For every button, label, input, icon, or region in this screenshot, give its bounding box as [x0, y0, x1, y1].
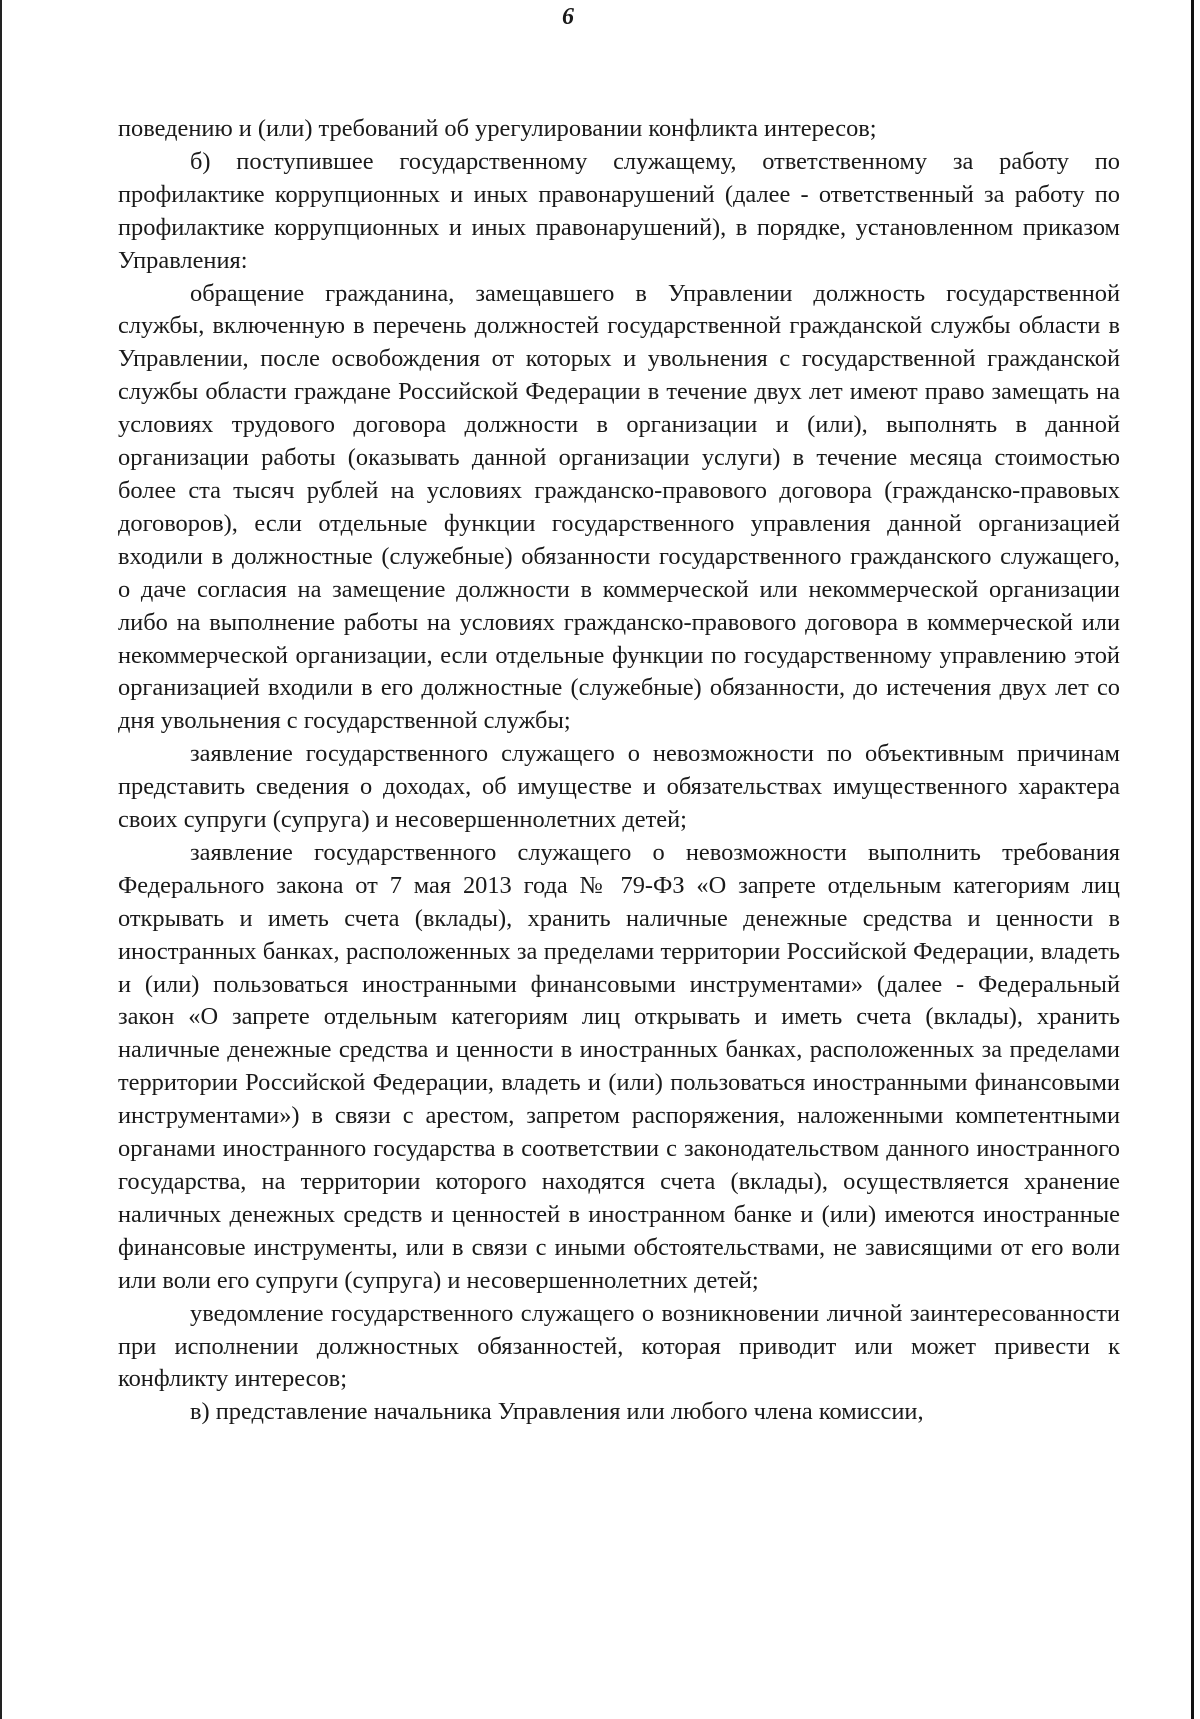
- paragraph-5: заявление государственного служащего о невозможности выполнить требования Федерального закона от 7 мая 2013 года № 79-ФЗ «О запрете отдельным категориям лиц открывать и иметь счета (вклады), хранить наличные денежные средства и ценности в иностранных банках, расположенных за пределами территории Российской Федерации, владеть и (или) пользоваться иностранными финансовыми инструментами» (далее - Федеральный закон «О запрете отдельным категориям лиц открывать и иметь счета (вклады), хранить наличные денежные средства и ценности в иностранных банках, расположенных за пределами территории Российской Федерации, владеть и (или) пользоваться иностранными финансовыми инструментами») в связи с арестом, запретом распоряжения, наложенными компетентными органами иностранного государства в соответствии с законодательством данного иностранного государства, на территории которого находятся счета (вклады), осуществляется хранение наличных денежных средств и ценностей в иностранном банке и (или) имеются иностранные финансовые инструменты, или в связи с иными обстоятельствами, не зависящими от его воли или воли его супруги (супруга) и несовершеннолетних детей;: [118, 838, 1120, 1294]
- paragraph-3: обращение гражданина, замещавшего в Управлении должность государственной службы, включенную в перечень должностей государственной гражданской службы области в Управлении, после освобождения от которых и увольнения с государственной гражданской службы области граждане Российской Федерации в течение двух лет имеют право замещать на условиях трудового договора должности в организации и (или), выполнять в данной организации работы (оказывать данной организации услуги) в течение месяца стоимостью более ста тысяч рублей на условиях гражданско-правового договора (гражданско-правовых договоров), если отдельные функции государственного управления данной организацией входили в должностные (служебные) обязанности государственного гражданского служащего, о даче согласия на замещение должности в коммерческой или некоммерческой организации либо на выполнение работы на условиях гражданско-правового договора в коммерческой или некоммерческой организации, если отдельные функции по государственному управлению этой организацией входили в его должностные (служебные) обязанности, до истечения двух лет со дня увольнения с государственной службы;: [118, 279, 1120, 735]
- paragraph-4: заявление государственного служащего о невозможности по объективным причинам представить сведения о доходах, об имуществе и обязательствах имущественного характера своих супруги (супруга) и несовершеннолетних детей;: [118, 740, 1120, 834]
- paragraph-2: б) поступившее государственному служащему, ответственному за работу по профилактике коррупционных и иных правонарушений (далее - ответственный за работу по профилактике коррупционных и иных правонарушений), в порядке, установленном приказом Управления:: [118, 147, 1120, 274]
- page-number: 6: [562, 4, 574, 30]
- document-body: [118, 113, 1120, 1429]
- paragraph-7: в) представление начальника Управления или любого члена комиссии,: [190, 1398, 924, 1426]
- paragraph-6: уведомление государственного служащего о возникновении личной заинтересованности при исполнении должностных обязанностей, которая приводит или может привести к конфликту интересов;: [118, 1299, 1120, 1393]
- paragraph-1: поведению и (или) требований об урегулировании конфликта интересов;: [118, 115, 877, 142]
